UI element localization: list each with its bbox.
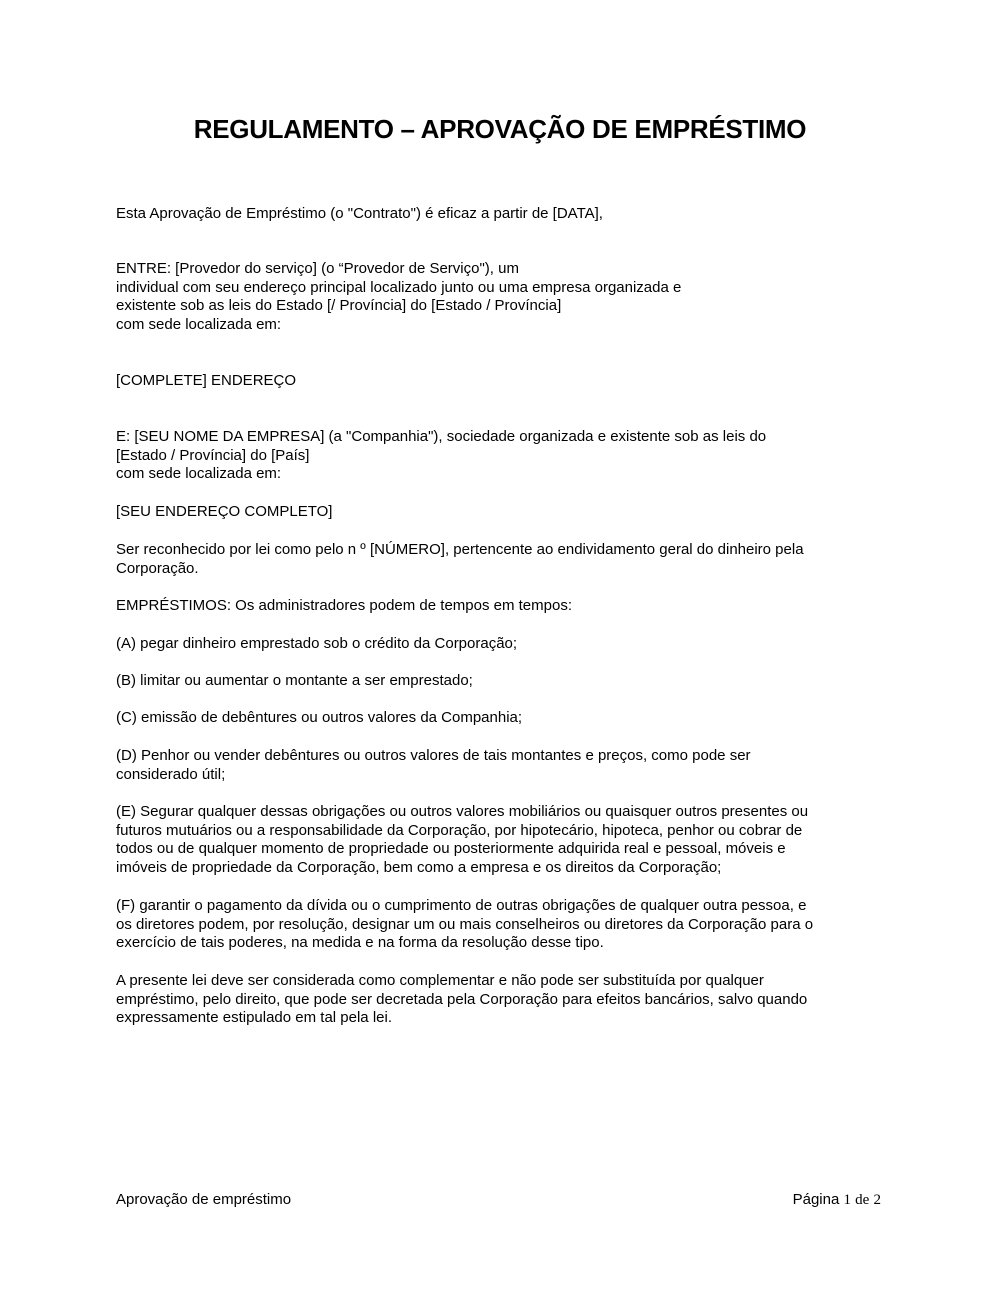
clause-a: [116, 635, 886, 654]
text-line: E: [SEU NOME DA EMPRESA] (a "Companhia"), sociedade organizada e existente sob as leis do: [116, 428, 767, 445]
closing-paragraph: [116, 972, 886, 1028]
text-line: Corporação.: [116, 559, 199, 577]
clause-b: [116, 672, 886, 691]
clause-e: [116, 803, 886, 877]
text-line: considerado útil;: [116, 765, 226, 783]
text-line: futuros mutuários ou a responsabilidade da Corporação, por hipotecário, hipoteca, penhor ou cobrar de: [116, 821, 803, 839]
text-line: empréstimo, pelo direito, que pode ser decretada pela Corporação para efeitos bancários, salvo quando: [116, 990, 808, 1008]
text-line: todos ou de qualquer momento de propriedade ou posteriormente adquirida real e pessoal, móveis e: [116, 840, 786, 857]
party1-paragraph: [116, 260, 886, 334]
party1-address: [COMPLETE] ENDEREÇO: [116, 372, 297, 389]
text-line: (B) limitar ou aumentar o montante a ser emprestado;: [116, 672, 473, 689]
intro-paragraph: Esta Aprovação de Empréstimo (o "Contrato") é eficaz a partir de [DATA],: [116, 205, 603, 222]
party2-paragraph: [116, 428, 886, 484]
party2-address: [SEU ENDEREÇO COMPLETO]: [116, 503, 333, 520]
clause-c: [116, 709, 886, 728]
page-label: Página: [792, 1191, 840, 1208]
clause-f: [116, 897, 886, 953]
text-line: existente sob as leis do Estado [/ Província] do [Estado / Província]: [116, 297, 562, 314]
recognition-paragraph: [116, 541, 886, 578]
text-line: (F) garantir o pagamento da dívida ou o cumprimento de outras obrigações de qualquer outra pessoa, e: [116, 897, 807, 914]
text-line: Ser reconhecido por lei como pelo n º [NÚMERO], pertencente ao endividamento geral do dinheiro pela: [116, 541, 804, 558]
page-current: 1: [843, 1192, 851, 1208]
text-line: ENTRE: [Provedor do serviço] (o “Provedor de Serviço"), um: [116, 260, 519, 277]
footer-page-number: [793, 1191, 881, 1209]
clause-d: [116, 747, 886, 784]
text-line: os diretores podem, por resolução, designar um ou mais conselheiros ou diretores da Corporação para o: [116, 915, 814, 933]
text-line: exercício de tais poderes, na medida e na forma da resolução desse tipo.: [116, 934, 604, 951]
text-line: com sede localizada em:: [116, 465, 282, 482]
page-total: 2: [873, 1192, 881, 1208]
document-title: REGULAMENTO – APROVAÇÃO DE EMPRÉSTIMO: [193, 114, 807, 144]
text-line: A presente lei deve ser considerada como complementar e não pode ser substituída por qualquer: [116, 972, 764, 989]
text-line: [Estado / Província] do [País]: [116, 446, 310, 464]
text-line: (A) pegar dinheiro emprestado sob o crédito da Corporação;: [116, 635, 518, 652]
loans-heading: EMPRÉSTIMOS: Os administradores podem de tempos em tempos:: [116, 597, 572, 614]
text-line: individual com seu endereço principal localizado junto ou uma empresa organizada e: [116, 278, 682, 296]
page-separator: de: [855, 1192, 870, 1208]
footer-document-name: Aprovação de empréstimo: [116, 1191, 292, 1208]
text-line: imóveis de propriedade da Corporação, bem como a empresa e os direitos da Corporação;: [116, 858, 722, 876]
text-line: (D) Penhor ou vender debêntures ou outros valores de tais montantes e preços, como pode ser: [116, 747, 751, 764]
text-line: expressamente estipulado em tal pela lei.: [116, 1009, 392, 1026]
text-line: (C) emissão de debêntures ou outros valores da Companhia;: [116, 709, 523, 726]
text-line: (E) Segurar qualquer dessas obrigações ou outros valores mobiliários ou quaisquer outros presentes ou: [116, 803, 809, 820]
text-line: com sede localizada em:: [116, 315, 282, 333]
